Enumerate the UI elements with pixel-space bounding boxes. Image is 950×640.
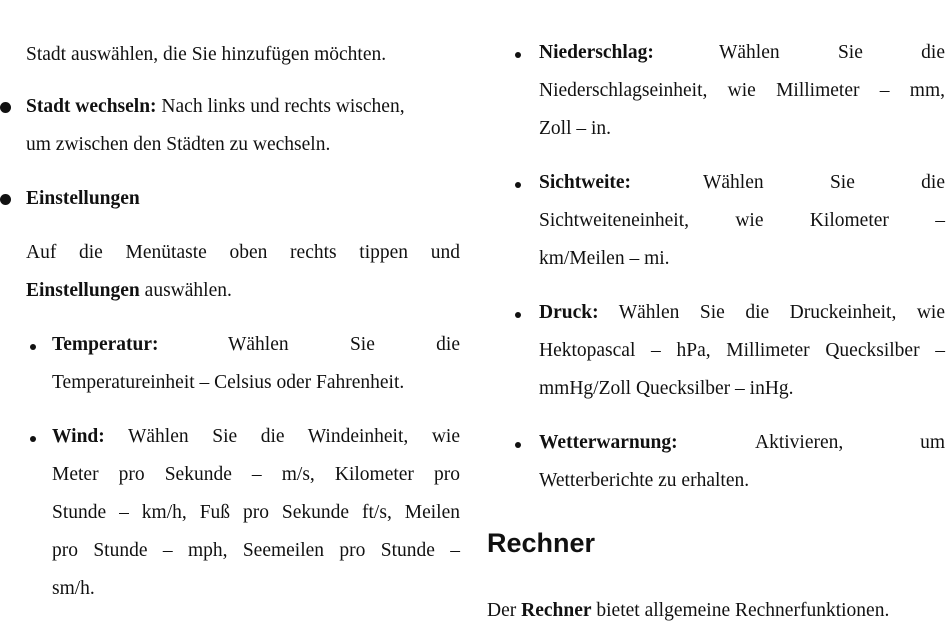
intro-line: Stadt auswählen, die Sie hinzufügen möchten. (26, 44, 387, 65)
bullet-icon (515, 182, 521, 188)
settings-description: Auf die Menütaste oben rechts tippen und Einstellungen auswählen. (26, 242, 460, 301)
wind-item: Wind: Wählen Sie die Windeinheit, wie Meter pro Sekunde – m/s, Kilometer pro Stunde – km/h, Fuß pro Sekunde ft/s, Meilen pro Stunde – mph, Seemeilen pro Stunde – sm/h. (52, 426, 461, 599)
bullet-icon (30, 344, 36, 350)
settings-heading: Einstellungen (26, 188, 140, 209)
precipitation-item: Niederschlag: Wählen Sie die Niederschlagseinheit, wie Millimeter – mm, Zoll – in. (539, 42, 945, 139)
switch-city-item: Stadt wechseln: Nach links und rechts wischen, um zwischen den Städten zu wechseln. (26, 96, 405, 155)
bullet-icon (515, 442, 521, 448)
bullet-icon (515, 312, 521, 318)
visibility-item: Sichtweite: Wählen Sie die Sichtweiteneinheit, wie Kilometer – km/Meilen – mi. (539, 172, 945, 269)
bullet-icon (30, 436, 36, 442)
bullet-icon (515, 52, 521, 58)
weather-warning-item: Wetterwarnung: Aktivieren, um Wetterberichte zu erhalten. (539, 432, 945, 491)
calculator-heading: Rechner (487, 528, 596, 558)
calculator-description: Der Rechner bietet allgemeine Rechnerfunktionen. (487, 600, 890, 621)
bullet-icon (0, 194, 11, 205)
bullet-icon (0, 102, 11, 113)
switch-city-label: Stadt wechseln: (26, 96, 157, 117)
temperature-item: Temperatur: Wählen Sie die Temperatureinheit – Celsius oder Fahrenheit. (52, 334, 460, 393)
pressure-item: Druck: Wählen Sie die Druckeinheit, wie Hektopascal – hPa, Millimeter Quecksilber – mmHg/Zoll Quecksilber – inHg. (539, 302, 945, 399)
